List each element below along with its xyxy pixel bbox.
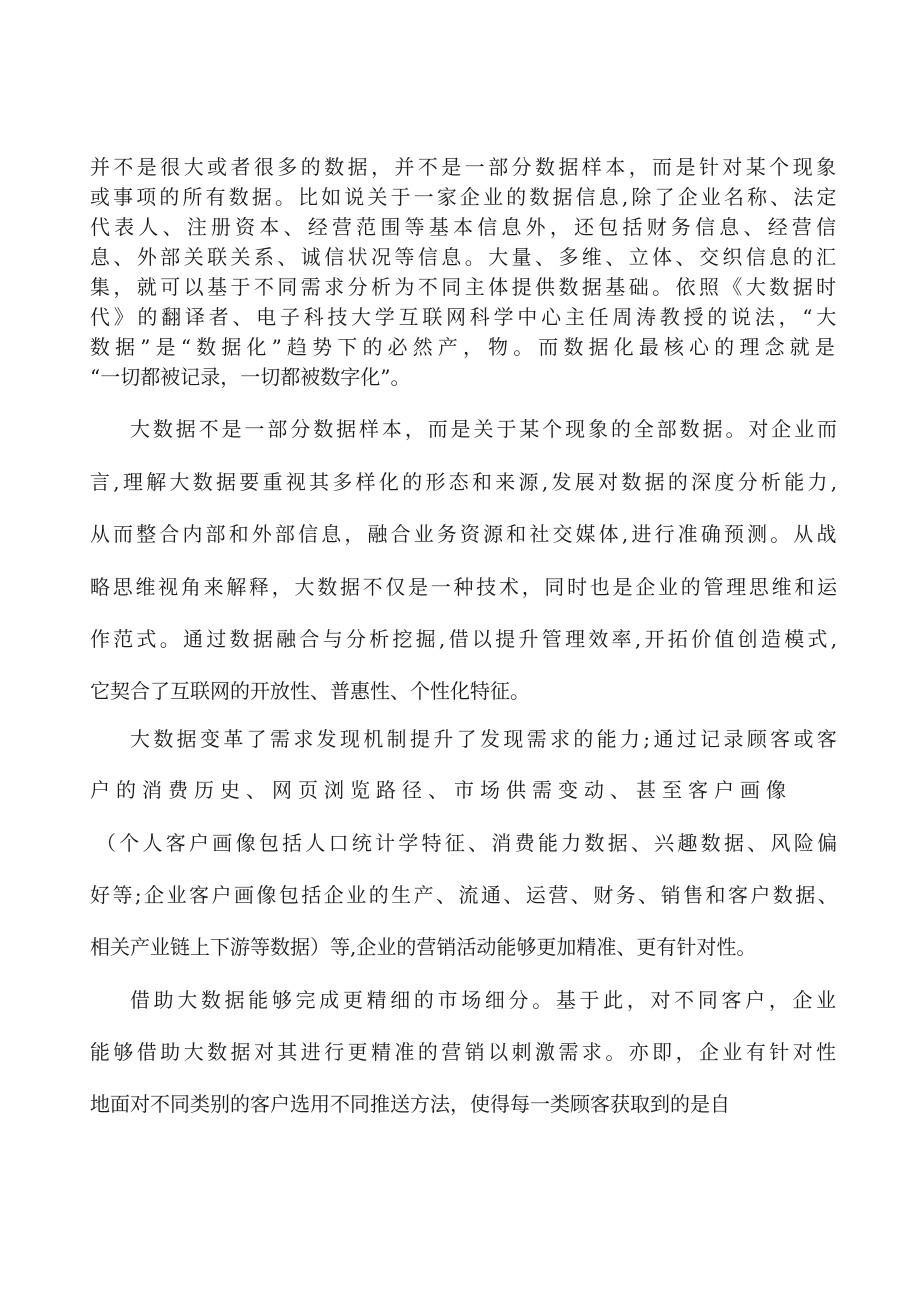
paragraph-line: 好等;企业客户画像包括企业的生产、流通、运营、财务、销售和客户数据、: [90, 883, 841, 907]
paragraph-line: 借助大数据能够完成更精细的市场细分。基于此，对不同客户，企业: [130, 988, 840, 1012]
paragraph-line: （个人客户画像包括人口统计学特征、消费能力数据、兴趣数据、风险偏: [96, 831, 841, 855]
paragraph-line: 大数据变革了需求发现机制提升了发现需求的能力;通过记录顾客或客: [130, 727, 841, 751]
paragraph-line: 略思维视角来解释，大数据不仅是一种技术，同时也是企业的管理思维和运: [90, 575, 840, 599]
paragraph-line: 地面对不同类别的客户选用不同推送方法，使得每一类顾客获取到的是自: [90, 1092, 730, 1116]
paragraph-line: 作范式。通过数据融合与分析挖掘,借以提升管理效率,开拓价值创造模式,: [90, 627, 841, 651]
paragraph-line: 言,理解大数据要重视其多样化的形态和来源,发展对数据的深度分析能力,: [90, 470, 841, 494]
paragraph-line: 并不是很大或者很多的数据，并不是一部分数据样本，而是针对某个现象: [90, 155, 840, 179]
paragraph-line: 数据”是“数据化”趋势下的必然产，物。而数据化最核心的理念就是: [90, 335, 840, 359]
paragraph-line: 相关产业链上下游等数据）等,企业的营销活动能够更加精准、更有针对性。: [90, 935, 757, 959]
paragraph-line: 户的消费历史、网页浏览路径、市场供需变动、甚至客户画像: [90, 778, 792, 802]
paragraph-line: 集，就可以基于不同需求分析为不同主体提供数据基础。依照《大数据时: [90, 275, 840, 299]
paragraph-line: 或事项的所有数据。比如说关于一家企业的数据信息,除了企业名称、法定: [90, 185, 840, 209]
paragraph-line: 从而整合内部和外部信息，融合业务资源和社交媒体,进行准确预测。从战: [90, 522, 840, 546]
paragraph-line: 代表人、注册资本、经营范围等基本信息外，还包括财务信息、经营信: [90, 215, 841, 239]
paragraph-line: 大数据不是一部分数据样本，而是关于某个现象的全部数据。对企业而: [130, 417, 840, 441]
paragraph-line: “一切都被记录，一切都被数字化”。: [90, 365, 411, 389]
paragraph-line: 息、外部关联关系、诚信状况等信息。大量、多维、立体、交织信息的汇: [90, 245, 840, 269]
paragraph-line: 它契合了互联网的开放性、普惠性、个性化特征。: [90, 679, 530, 703]
paragraph-line: 能够借助大数据对其进行更精准的营销以刺激需求。亦即，企业有针对性: [90, 1040, 840, 1064]
paragraph-line: 代》的翻译者、电子科技大学互联网科学中心主任周涛教授的说法，“大: [90, 305, 841, 329]
